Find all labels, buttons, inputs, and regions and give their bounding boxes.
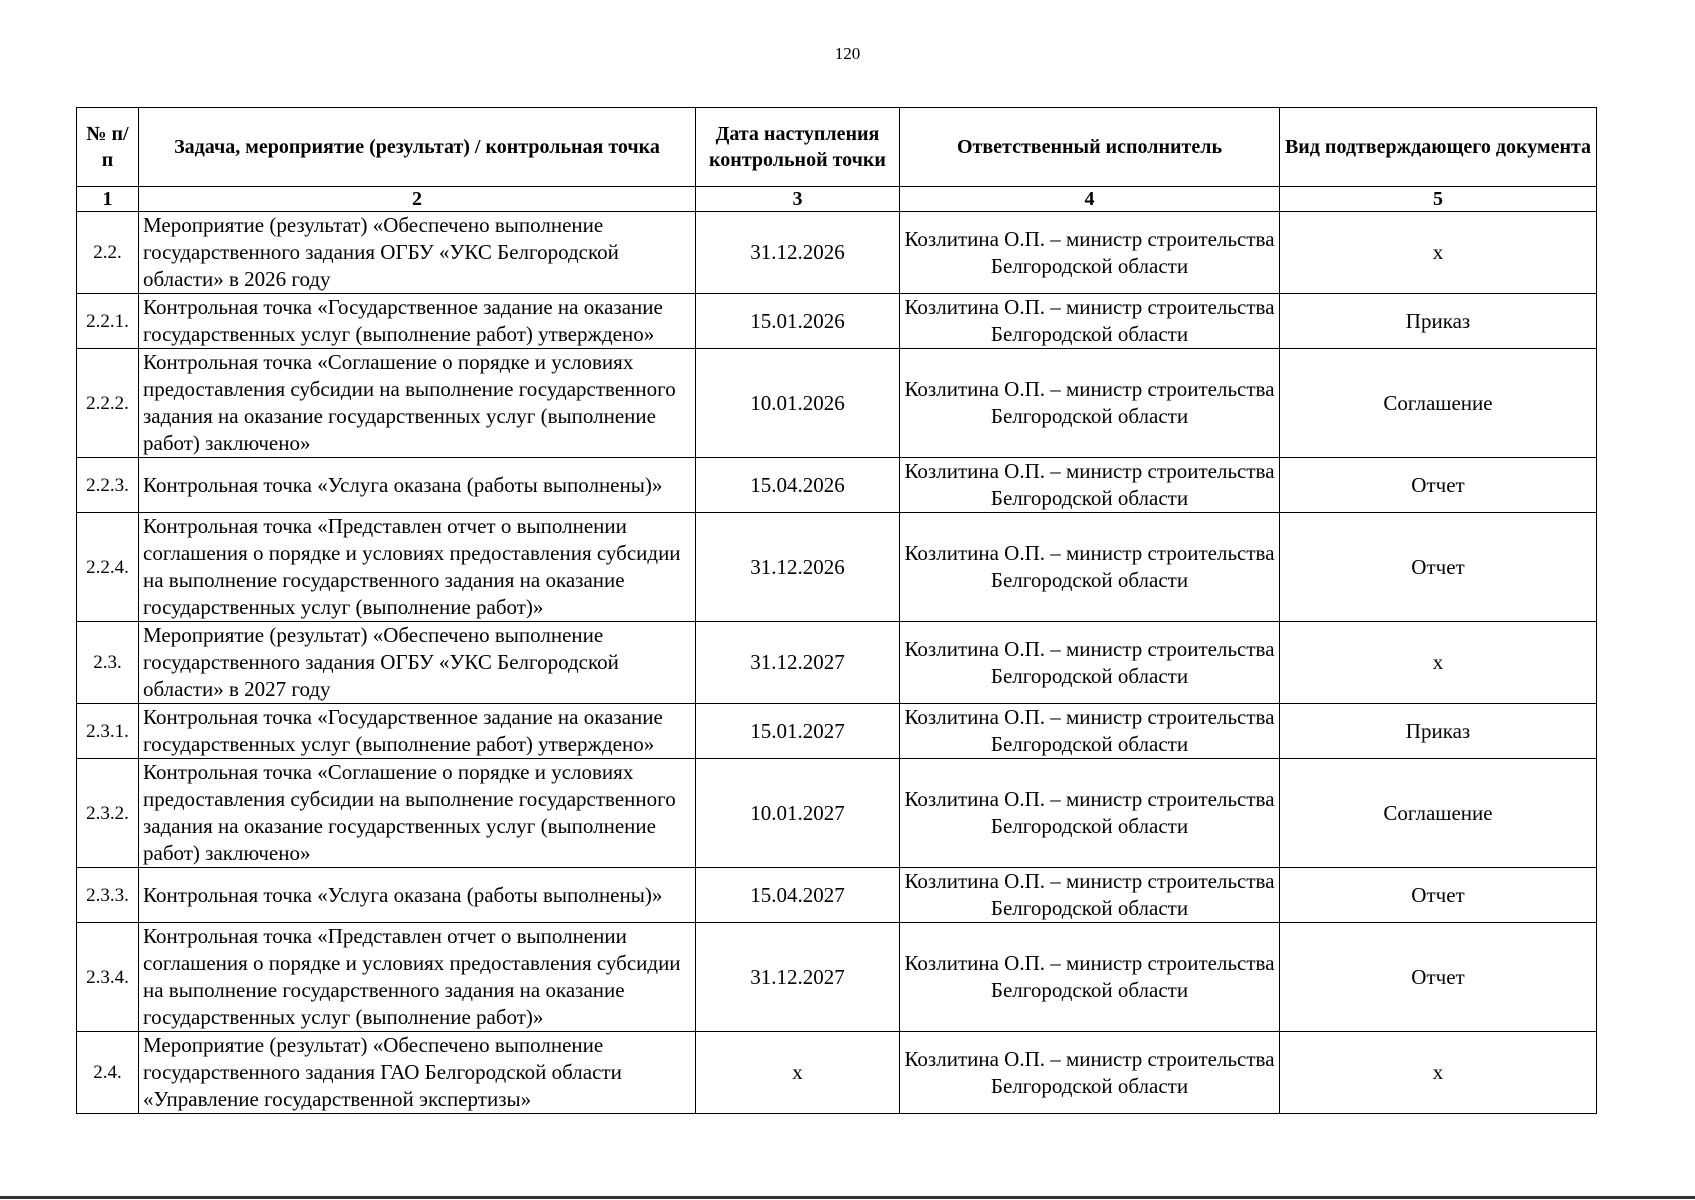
header-date: Дата наступления контрольной точки xyxy=(696,108,900,187)
row-date: 10.01.2027 xyxy=(696,759,900,868)
table-row xyxy=(77,759,1597,868)
row-number: 2.3.2. xyxy=(77,759,139,868)
row-executor: Козлитина О.П. – министр строительства Белгородской области xyxy=(900,212,1280,294)
row-task: Контрольная точка «Услуга оказана (работы выполнены)» xyxy=(139,458,696,513)
row-executor: Козлитина О.П. – министр строительства Белгородской области xyxy=(900,923,1280,1032)
control-points-table xyxy=(76,107,1597,1114)
table-row xyxy=(77,868,1597,923)
row-date: 15.01.2026 xyxy=(696,294,900,349)
row-executor: Козлитина О.П. – министр строительства Белгородской области xyxy=(900,349,1280,458)
column-number: 3 xyxy=(696,187,900,212)
header-number: № п/п xyxy=(77,108,139,187)
row-task: Мероприятие (результат) «Обеспечено выполнение государственного задания ОГБУ «УКС Белгородской области» в 2026 году xyxy=(139,212,696,294)
row-executor: Козлитина О.П. – министр строительства Белгородской области xyxy=(900,759,1280,868)
row-executor: Козлитина О.П. – министр строительства Белгородской области xyxy=(900,622,1280,704)
page-number: 120 xyxy=(834,44,861,63)
row-date: х xyxy=(696,1032,900,1114)
row-number: 2.2.3. xyxy=(77,458,139,513)
row-executor: Козлитина О.П. – министр строительства Белгородской области xyxy=(900,704,1280,759)
row-document: Соглашение xyxy=(1280,349,1597,458)
row-date: 15.01.2027 xyxy=(696,704,900,759)
row-document: Отчет xyxy=(1280,868,1597,923)
column-number: 1 xyxy=(77,187,139,212)
row-document: Соглашение xyxy=(1280,759,1597,868)
row-task: Контрольная точка «Представлен отчет о выполнении соглашения о порядке и условиях предоставления субсидии на выполнение государственного задания на оказание государственных услуг (выполнение работ)» xyxy=(139,923,696,1032)
header-document: Вид подтверждающего документа xyxy=(1280,108,1597,187)
row-task: Контрольная точка «Соглашение о порядке и условиях предоставления субсидии на выполнение государственного задания на оказание государственных услуг (выполнение работ) заключено» xyxy=(139,759,696,868)
row-task: Контрольная точка «Государственное задание на оказание государственных услуг (выполнение работ) утверждено» xyxy=(139,704,696,759)
row-date: 15.04.2027 xyxy=(696,868,900,923)
row-document: х xyxy=(1280,622,1597,704)
row-task: Мероприятие (результат) «Обеспечено выполнение государственного задания ГАО Белгородской области «Управление государственной экспертизы» xyxy=(139,1032,696,1114)
table-row xyxy=(77,923,1597,1032)
table-row xyxy=(77,212,1597,294)
table-row xyxy=(77,349,1597,458)
row-number: 2.4. xyxy=(77,1032,139,1114)
row-task: Контрольная точка «Услуга оказана (работы выполнены)» xyxy=(139,868,696,923)
row-date: 31.12.2027 xyxy=(696,923,900,1032)
row-executor: Козлитина О.П. – министр строительства Белгородской области xyxy=(900,1032,1280,1114)
row-number: 2.3.1. xyxy=(77,704,139,759)
header-task: Задача, мероприятие (результат) / контрольная точка xyxy=(139,108,696,187)
row-number: 2.3. xyxy=(77,622,139,704)
row-executor: Козлитина О.П. – министр строительства Белгородской области xyxy=(900,294,1280,349)
header-row xyxy=(77,108,1597,187)
row-number: 2.2. xyxy=(77,212,139,294)
column-number: 2 xyxy=(139,187,696,212)
row-task: Контрольная точка «Представлен отчет о выполнении соглашения о порядке и условиях предоставления субсидии на выполнение государственного задания на оказание государственных услуг (выполнение работ)» xyxy=(139,513,696,622)
row-executor: Козлитина О.П. – министр строительства Белгородской области xyxy=(900,868,1280,923)
row-number: 2.2.1. xyxy=(77,294,139,349)
column-number: 5 xyxy=(1280,187,1597,212)
page-bottom-edge xyxy=(0,1196,1695,1199)
row-date: 10.01.2026 xyxy=(696,349,900,458)
row-number: 2.3.3. xyxy=(77,868,139,923)
row-executor: Козлитина О.П. – министр строительства Белгородской области xyxy=(900,458,1280,513)
row-number: 2.2.2. xyxy=(77,349,139,458)
row-date: 15.04.2026 xyxy=(696,458,900,513)
row-date: 31.12.2026 xyxy=(696,513,900,622)
row-document: Отчет xyxy=(1280,923,1597,1032)
row-document: х xyxy=(1280,212,1597,294)
row-task: Контрольная точка «Государственное задание на оказание государственных услуг (выполнение работ) утверждено» xyxy=(139,294,696,349)
table-row xyxy=(77,1032,1597,1114)
row-document: Приказ xyxy=(1280,294,1597,349)
row-document: Отчет xyxy=(1280,513,1597,622)
table-row xyxy=(77,704,1597,759)
header-executor: Ответственный исполнитель xyxy=(900,108,1280,187)
row-task: Мероприятие (результат) «Обеспечено выполнение государственного задания ОГБУ «УКС Белгородской области» в 2027 году xyxy=(139,622,696,704)
row-document: Отчет xyxy=(1280,458,1597,513)
column-number: 4 xyxy=(900,187,1280,212)
table-row xyxy=(77,294,1597,349)
row-date: 31.12.2026 xyxy=(696,212,900,294)
table-row xyxy=(77,458,1597,513)
row-executor: Козлитина О.П. – министр строительства Белгородской области xyxy=(900,513,1280,622)
row-number: 2.2.4. xyxy=(77,513,139,622)
row-task: Контрольная точка «Соглашение о порядке и условиях предоставления субсидии на выполнение государственного задания на оказание государственных услуг (выполнение работ) заключено» xyxy=(139,349,696,458)
table-row xyxy=(77,622,1597,704)
row-document: х xyxy=(1280,1032,1597,1114)
row-document: Приказ xyxy=(1280,704,1597,759)
table-row xyxy=(77,513,1597,622)
row-date: 31.12.2027 xyxy=(696,622,900,704)
column-number-row xyxy=(77,187,1597,212)
row-number: 2.3.4. xyxy=(77,923,139,1032)
